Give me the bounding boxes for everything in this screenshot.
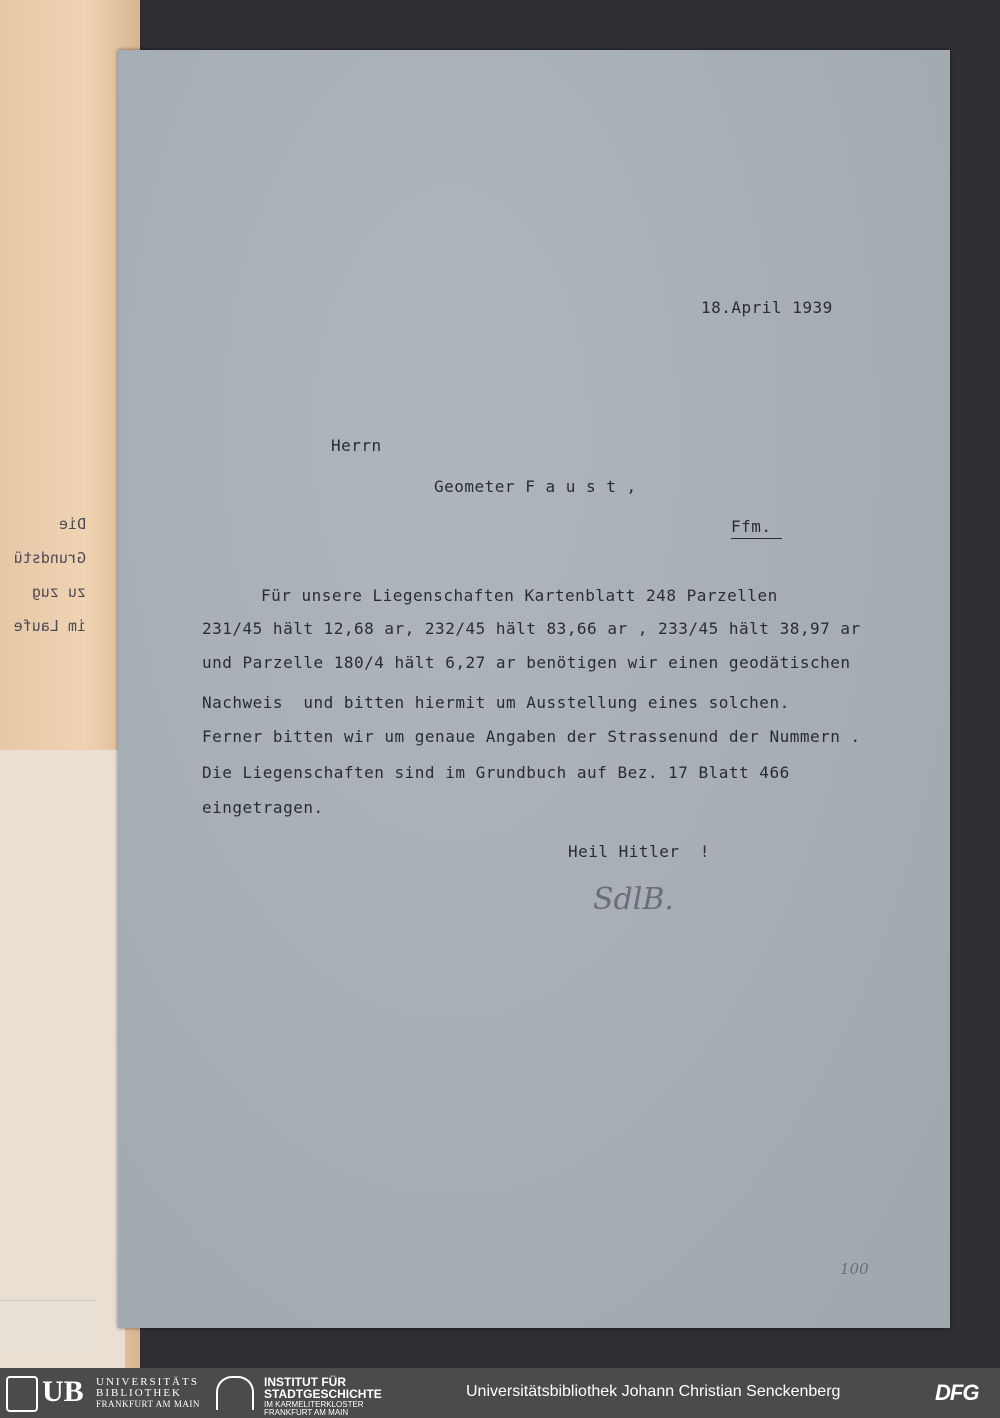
ifs-line: STADTGESCHICHTE xyxy=(264,1387,382,1401)
mirrored-line: im Laufe xyxy=(13,617,86,635)
ifs-logo-subtext xyxy=(264,1401,364,1417)
footer-bar xyxy=(0,1368,1000,1418)
letter-salutation: Herrn xyxy=(331,436,382,455)
mirrored-line: Grundstü xyxy=(13,549,86,567)
dfg-logo: DFG xyxy=(935,1380,979,1405)
letter-page xyxy=(118,50,950,1328)
underlying-sheet-tab xyxy=(0,1300,95,1349)
body-line: 231/45 hält 12,68 ar, 232/45 hält 83,66 ar , 233/45 hält 38,97 ar xyxy=(202,619,861,638)
underlying-sheet-lower xyxy=(0,750,125,1368)
letter-recipient: Geometer F a u s t , xyxy=(434,477,637,496)
letter-date: 18.April 1939 xyxy=(701,298,833,317)
body-line: Für unsere Liegenschaften Kartenblatt 248 Parzellen xyxy=(261,586,778,605)
body-line: Nachweis und bitten hiermit um Ausstellung eines solchen. xyxy=(202,693,790,712)
ub-logo-icon xyxy=(6,1376,38,1412)
ub-logo-text xyxy=(96,1377,200,1410)
handwritten-signature: SdlB. xyxy=(593,882,674,917)
letter-city: Ffm. xyxy=(731,517,782,539)
ifs-line: INSTITUT FÜR xyxy=(264,1375,346,1389)
mirrored-line: zu zug xyxy=(31,583,86,601)
body-line: Ferner bitten wir um genaue Angaben der Strassenund der Nummern . xyxy=(202,727,861,746)
ub-line: UNIVERSITÄTS xyxy=(96,1376,199,1388)
ifs-logo-icon xyxy=(216,1376,254,1410)
letter-closing: Heil Hitler ! xyxy=(568,842,710,861)
ifs-logo-text xyxy=(264,1376,382,1400)
ub-logo-letters: UB xyxy=(42,1375,84,1408)
ub-line: FRANKFURT AM MAIN xyxy=(96,1399,200,1409)
mirrored-text-block xyxy=(14,515,86,635)
ifs-sub-line: FRANKFURT AM MAIN xyxy=(264,1408,349,1417)
mirrored-line: Die xyxy=(58,515,86,533)
handwritten-page-number: 100 xyxy=(840,1260,869,1278)
body-line: Die Liegenschaften sind im Grundbuch auf Bez. 17 Blatt 466 xyxy=(202,763,790,782)
ub-line: BIBLIOTHEK xyxy=(96,1387,182,1399)
ifs-sub-line: IM KARMELITERKLOSTER xyxy=(264,1400,364,1409)
body-line: eingetragen. xyxy=(202,798,324,817)
body-line: und Parzelle 180/4 hält 6,27 ar benötigen wir einen geodätischen xyxy=(202,653,851,672)
library-title: Universitätsbibliothek Johann Christian Senckenberg xyxy=(466,1383,841,1400)
